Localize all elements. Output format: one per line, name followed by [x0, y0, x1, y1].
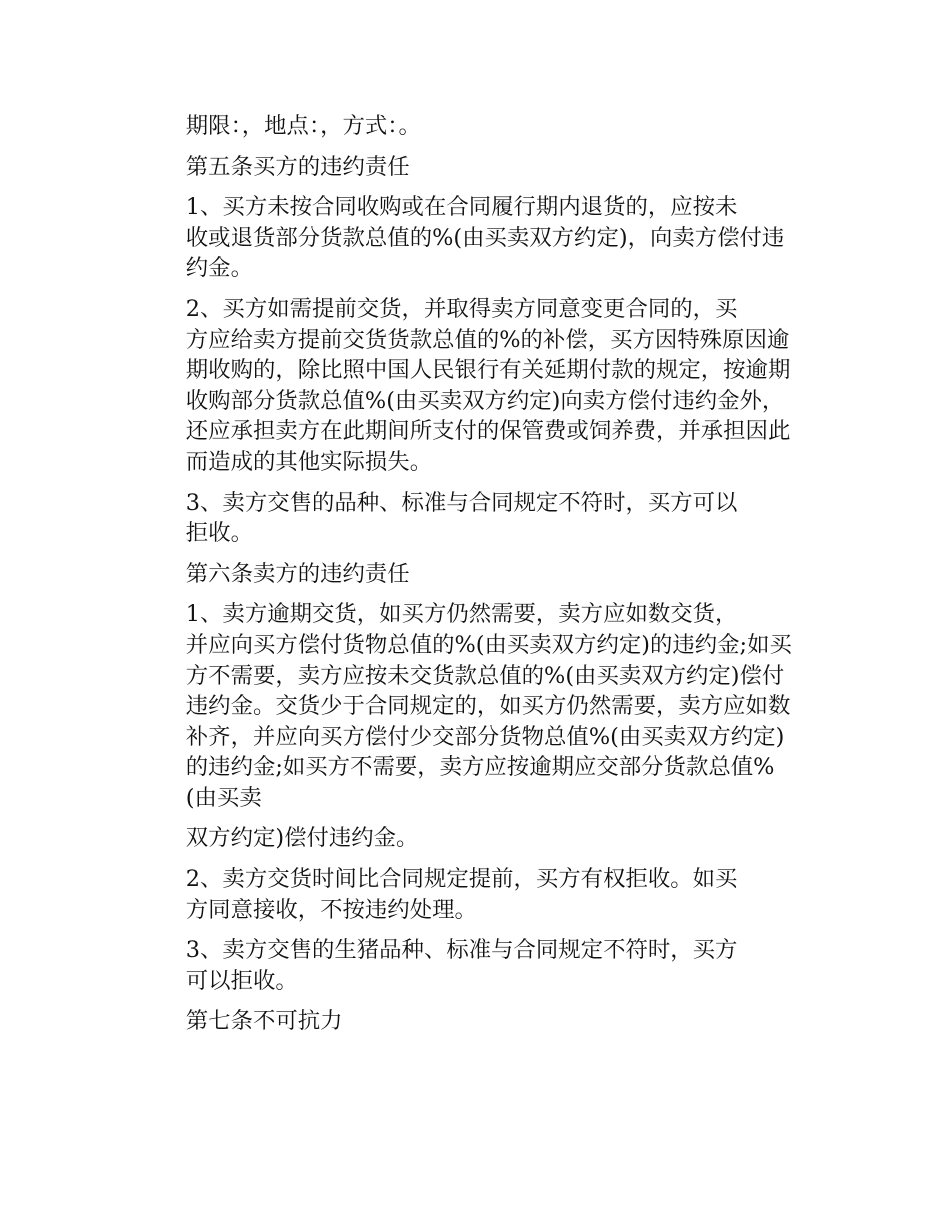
text-line: 拒收。 — [185, 520, 253, 547]
text-line: 并应向买方偿付货物总值的%(由买卖双方约定)的违约金;如买 — [185, 631, 792, 658]
text-line: 3、卖方交售的品种、标准与合同规定不符时，买方可以 — [185, 489, 738, 516]
text-line: 约金。 — [185, 255, 253, 282]
text-line: 方同意接收，不按违约处理。 — [185, 896, 477, 923]
text-line: 还应承担卖方在此期间所支付的保管费或饲养费，并承担因此 — [185, 418, 791, 445]
paragraph-delivery-terms — [141, 111, 813, 142]
paragraph-seller-liability-1 — [141, 599, 813, 813]
text-line: 期限：，地点：，方式：。 — [185, 113, 421, 139]
paragraph-seller-liability-1-continued — [141, 823, 813, 854]
text-line: 而造成的其他实际损失。 — [185, 448, 433, 475]
text-line: 第五条买方的违约责任 — [185, 153, 410, 180]
text-line: 的违约金;如买方不需要，卖方应按逾期应交部分货款总值% — [185, 754, 775, 781]
text-line: 1、卖方逾期交货，如买方仍然需要，卖方应如数交货， — [185, 601, 738, 628]
text-line: 第七条不可抗力 — [185, 1008, 343, 1035]
text-line: 3、卖方交售的生猪品种、标准与合同规定不符时，买方 — [185, 937, 738, 964]
paragraph-seller-liability-2 — [141, 864, 813, 925]
text-line: 2、卖方交货时间比合同规定提前，买方有权拒收。如买 — [185, 866, 738, 893]
text-line: 收购部分货款总值%(由买卖双方约定)向卖方偿付违约金外， — [185, 387, 785, 414]
text-line: 方应给卖方提前交货货款总值的%的补偿，买方因特殊原因逾 — [185, 326, 790, 353]
text-line: 期收购的，除比照中国人民银行有关延期付款的规定，按逾期 — [185, 357, 791, 384]
text-line: 第六条卖方的违约责任 — [185, 560, 410, 587]
text-line: 1、买方未按合同收购或在合同履行期内退货的，应按未 — [185, 194, 738, 221]
document-body — [141, 111, 813, 1047]
paragraph-buyer-liability-1 — [141, 192, 813, 284]
text-line: 2、买方如需提前交货，并取得卖方同意变更合同的，买 — [185, 295, 738, 322]
heading-article-6 — [141, 559, 813, 590]
text-line: 双方约定)偿付违约金。 — [185, 825, 419, 852]
text-line: (由买卖 — [185, 784, 262, 811]
text-line: 违约金。交货少于合同规定的，如买方仍然需要，卖方应如数 — [185, 693, 791, 720]
text-line: 补齐，并应向买方偿付少交部分货物总值%(由买卖双方约定) — [185, 723, 785, 750]
text-line: 可以拒收。 — [185, 967, 298, 994]
paragraph-buyer-liability-3 — [141, 488, 813, 549]
heading-article-5 — [141, 152, 813, 183]
paragraph-buyer-liability-2 — [141, 294, 813, 478]
heading-article-7 — [141, 1006, 813, 1037]
text-line: 方不需要，卖方应按未交货款总值的%(由买卖双方约定)偿付 — [185, 662, 785, 689]
text-line: 收或退货部分货款总值的%(由买卖双方约定)，向卖方偿付违 — [185, 224, 785, 251]
paragraph-seller-liability-3 — [141, 935, 813, 996]
